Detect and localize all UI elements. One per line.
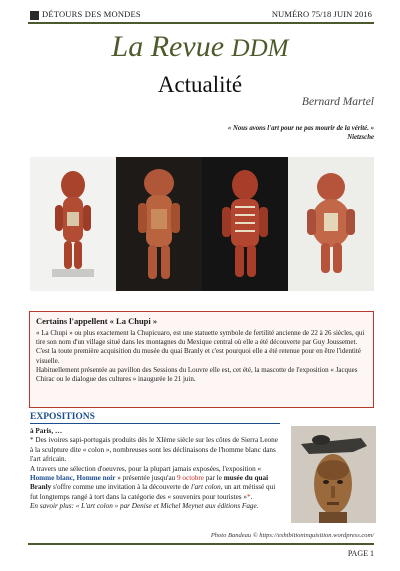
statuette-photo-3: [202, 157, 288, 291]
issue-number: NUMÉRO 75/18 JUIN 2016: [271, 9, 372, 19]
header-divider: [28, 22, 374, 24]
expo-city: à Paris, …: [30, 427, 63, 435]
title-accent: DDM: [231, 35, 289, 62]
epigraph-author: Nietzsche: [347, 134, 374, 141]
expositions-divider: [30, 423, 280, 424]
chupi-feature-box: [29, 311, 374, 408]
statuette-photo-2: [116, 157, 202, 291]
page-title: [0, 30, 400, 64]
epigraph-quote: « Nous avons l'art pour ne pas mourir de la vérité. »: [227, 125, 374, 132]
box-paragraph-2: C'est la toute première acquisition du musée du quai Branly et c'est pourquoi elle a été retenue pour en être l'identité visuelle.: [36, 347, 361, 365]
box-paragraph-3: Habituellement présentée au pavillon des Sessions du Louvre elle est, cet été, la mascotte de l'exposition « Jacques Chirac ou le dialogue des cultures » inaugurée le 21 juin.: [36, 365, 358, 384]
statuette-photo-1: [30, 157, 116, 291]
expo-more-info: En savoir plus: « L'art colon » par Denise et Michel Meynet aux éditions Fage.: [30, 502, 259, 511]
page-number: PAGE 1: [347, 549, 374, 558]
magazine-name: DÉTOURS DES MONDES: [42, 9, 141, 19]
magazine-logo-icon: [30, 11, 39, 20]
expositions-heading: EXPOSITIONS: [30, 412, 95, 422]
exhibition-end-date: 9 octobre: [177, 474, 204, 483]
colon-sculpture-image: [291, 426, 376, 523]
expositions-body: [30, 427, 282, 512]
expo-paragraph-2: A travers une sélection d'oeuvres, pour la plupart jamais exposées, l'exposition « Homme blanc, Homme noir » présentée jusqu'au 9 octobre par le musée du quai Branly s'offre comme une invitation à la découverte de l'art colon, un art métissé qui fut longtemps rangé à tort dans la catégorie des « souvenirs pour touristes »*.: [30, 464, 276, 501]
author-name: Bernard Martel: [301, 96, 374, 108]
expo-paragraph-1: * Des ivoires sapi-portugais produits dès le XIème siècle sur les côtes de Sierra Leone à la sculpture dite « colon », nombreuses sont les déclinaisons de l'homme blanc dans l'art africain.: [30, 436, 278, 464]
museum-name: musée du quai Branly: [30, 474, 269, 492]
footer-divider: [28, 543, 374, 545]
exhibition-title-link[interactable]: Homme blanc, Homme noir: [30, 474, 116, 483]
photo-credit: Photo Bandeau © https://exhibitioninquisition.wordpress.com/: [210, 532, 374, 539]
title-main: La Revue: [111, 30, 225, 63]
box-paragraph-1: « La Chupi » ou plus exactement la Chupicuaro, est une statuette symbole de fertilité ancienne de 22 à 26 siècles, qui tire son nom d'un village situé dans les montagnes du Mexique central où elle a été découverte par Guy Joussemet.: [36, 329, 365, 347]
box-title: Certains l'appellent « La Chupi »: [36, 316, 158, 326]
statuette-photo-4: [288, 157, 374, 291]
section-title: Actualité: [157, 72, 243, 97]
statuettes-banner-image: [30, 157, 374, 291]
